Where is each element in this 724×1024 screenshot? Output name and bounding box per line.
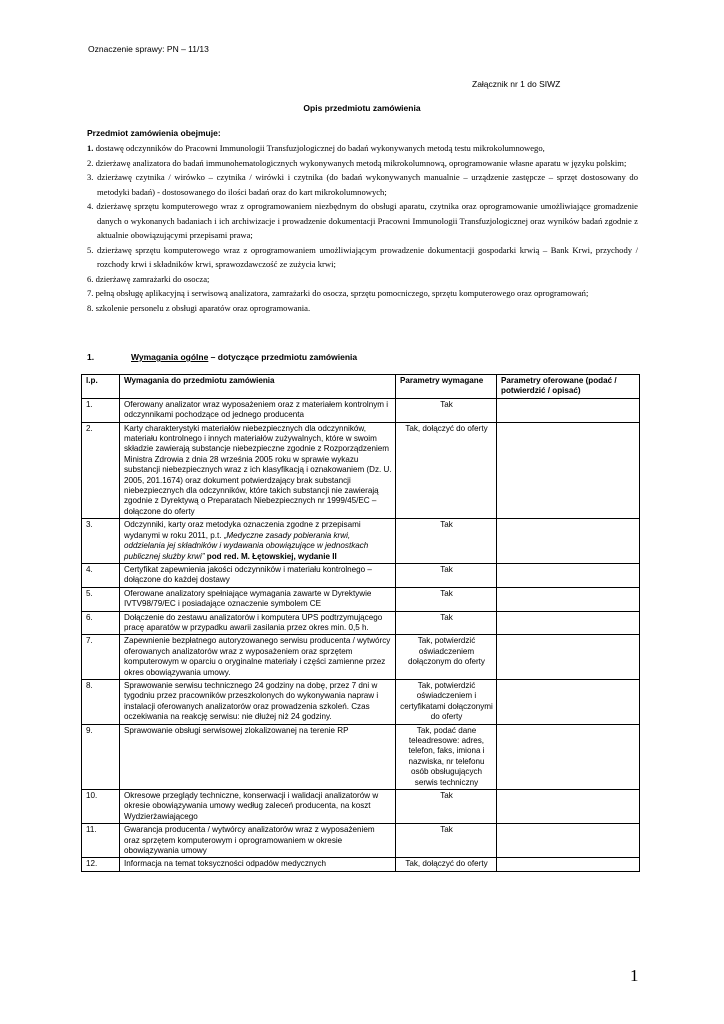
row-required-parameter: Tak, dołączyć do oferty — [396, 422, 497, 519]
row-offered-parameter[interactable] — [497, 563, 640, 587]
scope-item-text: dzierżawę zamrażarki do osocza; — [95, 273, 210, 284]
row-requirement: Sprawowanie obsługi serwisowej zlokalizowanej na terenie RP — [120, 724, 396, 789]
row-offered-parameter[interactable] — [497, 422, 640, 519]
row-requirement — [120, 519, 396, 564]
row-required-parameter: Tak, potwierdzić oświadczeniem dołączonym do oferty — [396, 635, 497, 680]
case-reference: Oznaczenie sprawy: PN – 11/13 — [88, 44, 209, 54]
requirement-text: Odczynniki, karty oraz metodyka oznaczenia zgodne z przepisami wydanymi w roku 2011, p.t. „ — [124, 520, 361, 540]
row-required-parameter: Tak — [396, 587, 497, 611]
row-required-parameter: Tak, podać dane teleadresowe: adres, telefon, faks, imiona i nazwiska, nr telefonu osób obsługujących serwis techniczny — [396, 724, 497, 789]
table-row — [82, 824, 640, 858]
scope-item-text: dzierżawę sprzętu komputerowego wraz z oprogramowaniem umożliwiającym prowadzenie dokumentacji gospodarki krwią – Bank Krwi, przychody / rozchody krwi i składników krwi, sprawozdawczość ze zużycia krwi; — [97, 244, 639, 269]
row-number: 6. — [82, 611, 120, 635]
table-row — [82, 635, 640, 680]
row-requirement: Sprawowanie serwisu technicznego 24 godziny na dobę, przez 7 dni w tygodniu przez pracowników przeszkolonych do wykonywania napraw i instalacji oferowanych analizatorów oraz prowadzenia szkoleń. Czas oczekiwania na reakcję serwisu: nie dłużej niż 24 godziny. — [120, 679, 396, 724]
table-row — [82, 679, 640, 724]
row-offered-parameter[interactable] — [497, 587, 640, 611]
table-row — [82, 563, 640, 587]
scope-item-number: 1. — [87, 143, 94, 153]
header-offered-parameters: Parametry oferowane (podać / potwierdzić / opisać) — [497, 375, 640, 399]
row-requirement: Karty charakterystyki materiałów niebezpiecznych dla odczynników, materiału kontrolnego i innych materiałów zużywalnych, które w swoim składzie zawierają substancje niebezpieczne zgodnie z Rozporządzeniem Ministra Zdrowia z dnia 28 września 2005 roku w sprawie wykazu substancji niebezpiecznych wraz z ich klasyfikacją i oznakowaniem (Dz. U. 2005, 201.1674) oraz dokument potwierdzający brak substancji niebezpiecznych dla odczynników, które takich substancji nie zawierają zgodnie z Dyrektywą o Preparatach Niebezpiecznych nr 1999/45/EC – dołączone do oferty — [120, 422, 396, 519]
table-row — [82, 519, 640, 564]
document-title: Opis przedmiotu zamówienia — [303, 103, 421, 113]
row-requirement: Oferowany analizator wraz wyposażeniem oraz z materiałem kontrolnym i odczynnikami pochodzące od jednego producenta — [120, 398, 396, 422]
scope-item-text: pełną obsługę aplikacyjną i serwisową analizatora, zamrażarki do osocza, sprzętu pomocniczego, sprzętu komputerowego oraz oprogramowań; — [95, 288, 589, 298]
requirements-table — [81, 374, 640, 872]
scope-item — [87, 286, 638, 301]
header-lp: l.p. — [82, 375, 120, 399]
row-required-parameter: Tak — [396, 611, 497, 635]
row-number: 8. — [82, 679, 120, 724]
scope-item — [87, 156, 638, 171]
row-requirement: Gwarancja producenta / wytwórcy analizatorów wraz z wyposażeniem oraz sprzętem komputerowym i oprogramowaniem w okresie obowiązywania umowy — [120, 824, 396, 858]
row-offered-parameter[interactable] — [497, 635, 640, 680]
section-number: 1. — [87, 352, 95, 362]
scope-heading: Przedmiot zamówienia obejmuje: — [87, 128, 221, 138]
scope-list — [87, 141, 638, 315]
row-number: 4. — [82, 563, 120, 587]
scope-item — [87, 199, 638, 243]
row-requirement: Certyfikat zapewnienia jakości odczynników i materiału kontrolnego – dołączone do każdej dostawy — [120, 563, 396, 587]
row-required-parameter: Tak — [396, 824, 497, 858]
scope-item-number: 8. — [87, 302, 94, 313]
row-required-parameter: Tak, potwierdzić oświadczeniem i certyfikatami dołączonymi do oferty — [396, 679, 497, 724]
row-offered-parameter[interactable] — [497, 724, 640, 789]
row-requirement: Zapewnienie bezpłatnego autoryzowanego serwisu producenta / wytwórcy oferowanych analizatorów wraz z wyposażeniem oraz sprzętem komputerowym w oparciu o oryginalne materiały i części zamienne przez okres obowiązywania umowy. — [120, 635, 396, 680]
scope-item-number: 5. — [87, 244, 94, 255]
table-row — [82, 724, 640, 789]
scope-item — [87, 272, 638, 287]
row-requirement: Okresowe przeglądy techniczne, konserwacji i walidacji analizatorów w okresie obowiązywania umowy według zaleceń producenta, na koszt Wydzierżawiającego — [120, 790, 396, 824]
scope-item — [87, 170, 638, 199]
table-row — [82, 611, 640, 635]
table-row — [82, 398, 640, 422]
row-required-parameter: Tak — [396, 790, 497, 824]
scope-item-text: dostawę odczynników do Pracowni Immunologii Transfuzjologicznej do badań wykonywanych metodą testu mikrokolumnowego, — [95, 143, 545, 153]
scope-item — [87, 141, 638, 156]
row-required-parameter: Tak — [396, 398, 497, 422]
scope-item-number: 7. — [87, 288, 94, 298]
page-number: 1 — [630, 966, 639, 985]
scope-item-text: dzierżawę czytnika / wirówko – czytnika / wirówki i czytnika (do badań wykonywanych manualnie – urządzenie zastępcze – sprzęt dostosowany do metodyki badań) - dostosowanego do ilości badań oraz do kart mikrokolumnowych; — [97, 172, 639, 197]
section-title-underlined: Wymagania ogólne — [131, 352, 209, 362]
row-required-parameter: Tak, dołączyć do oferty — [396, 858, 497, 871]
requirement-italic-title: Medyczne zasady pobierania krwi, oddzielania jej składników i wydawania obowiązujące w jednostkach publicznej służby krwi” — [124, 530, 369, 561]
scope-item — [87, 301, 638, 316]
scope-item-text: dzierżawę analizatora do badań immunohematologicznych wykonywanych metodą mikrokolumnową, oprogramowanie własne aparatu w języku polskim; — [95, 157, 627, 168]
scope-item-text: dzierżawę sprzętu komputerowego wraz z oprogramowaniem niezbędnym do obsługi aparatu, czytnika oraz oprogramowanie umożliwiające gromadzenie danych o wykonanych badaniach i ich archiwizacje i prowadzenie dokumentacji Pracowni Immunologii Transfuzjologicznej oraz wyników badań zgodnie z aktualnie obowiązującymi przepisami prawa; — [96, 201, 638, 240]
row-number: 3. — [82, 519, 120, 564]
row-offered-parameter[interactable] — [497, 790, 640, 824]
header-requirements: Wymagania do przedmiotu zamówienia — [120, 375, 396, 399]
row-required-parameter: Tak — [396, 563, 497, 587]
row-offered-parameter[interactable] — [497, 824, 640, 858]
row-number: 7. — [82, 635, 120, 680]
scope-item-number: 3. — [87, 172, 94, 182]
table-header-row — [82, 375, 640, 399]
row-number: 5. — [82, 587, 120, 611]
row-number: 12. — [82, 858, 120, 871]
row-requirement: Informacja na temat toksyczności odpadów medycznych — [120, 858, 396, 871]
table-row — [82, 422, 640, 519]
row-offered-parameter[interactable] — [497, 858, 640, 871]
row-offered-parameter[interactable] — [497, 519, 640, 564]
scope-item — [87, 243, 638, 272]
row-number: 2. — [82, 422, 120, 519]
scope-item-text: szkolenie personelu z obsługi aparatów oraz oprogramowania. — [95, 302, 311, 313]
scope-item-number: 2. — [87, 157, 94, 168]
row-offered-parameter[interactable] — [497, 611, 640, 635]
row-offered-parameter[interactable] — [497, 398, 640, 422]
table-row — [82, 858, 640, 871]
attachment-label: Załącznik nr 1 do SIWZ — [472, 79, 561, 89]
table-row — [82, 790, 640, 824]
row-number: 1. — [82, 398, 120, 422]
row-offered-parameter[interactable] — [497, 679, 640, 724]
section-title-rest: – dotyczące przedmiotu zamówienia — [208, 352, 358, 362]
table-row — [82, 587, 640, 611]
row-number: 11. — [82, 824, 120, 858]
header-required-parameters: Parametry wymagane — [396, 375, 497, 399]
scope-item-number: 6. — [87, 273, 94, 284]
row-requirement: Dołączenie do zestawu analizatorów i komputera UPS podtrzymującego pracę aparatów w przypadku awarii zasilania przez okres min. 0,5 h. — [120, 611, 396, 635]
section-heading — [87, 352, 357, 362]
row-requirement: Oferowane analizatory spełniające wymagania zawarte w Dyrektywie IVTV98/79/EC i posiadające oznaczenie symbolem CE — [120, 587, 396, 611]
requirement-bold-editor: pod red. M. Łętowskiej, wydanie II — [204, 551, 337, 561]
row-number: 10. — [82, 790, 120, 824]
row-number: 9. — [82, 724, 120, 789]
row-required-parameter: Tak — [396, 519, 497, 564]
scope-item-number: 4. — [87, 201, 94, 211]
